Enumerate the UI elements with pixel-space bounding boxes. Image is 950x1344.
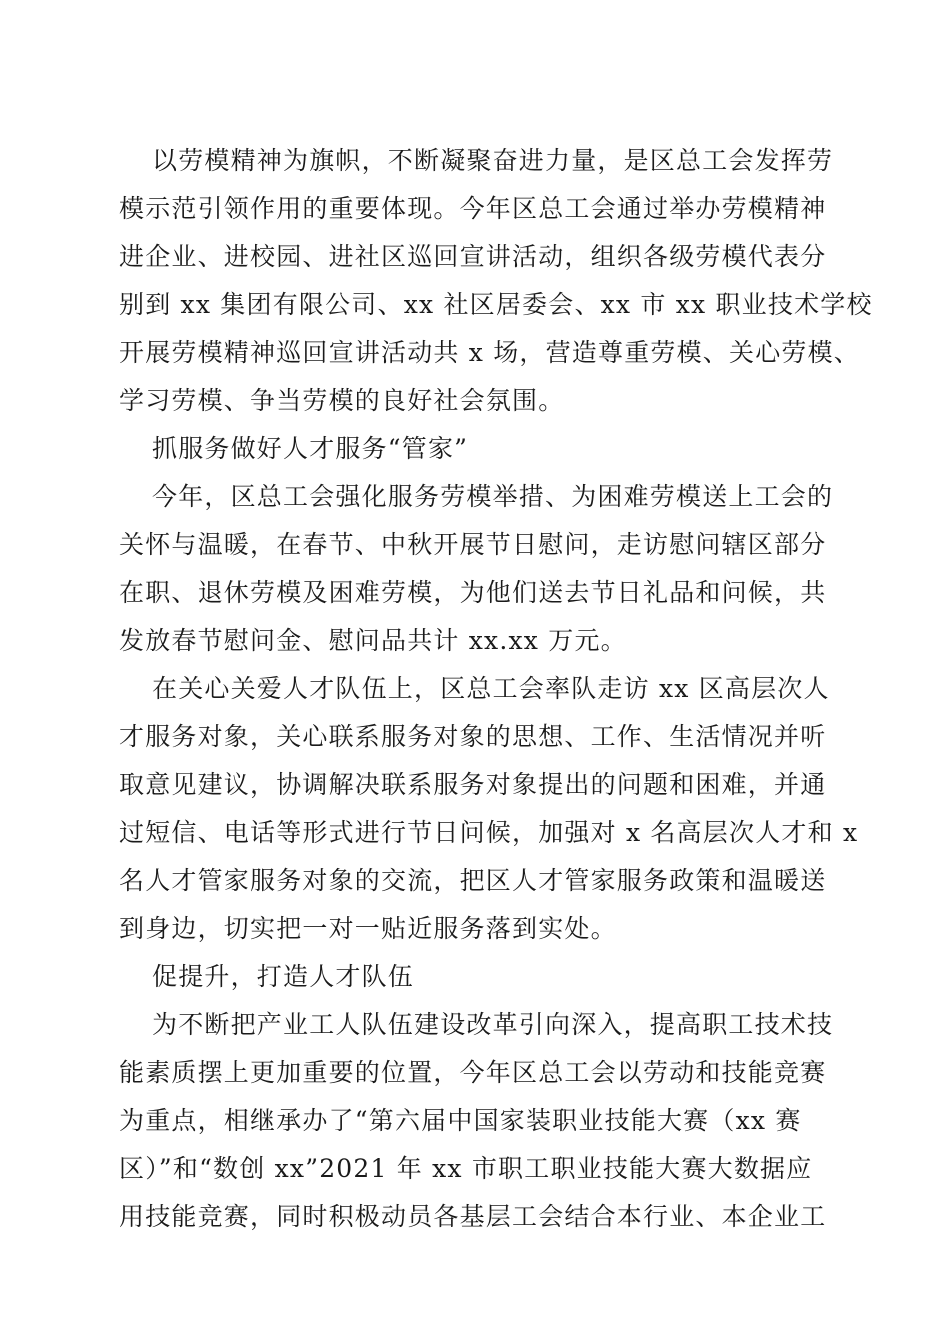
paragraph-1-line: 进企业、进校园、进社区巡回宣讲活动，组织各级劳模代表分 — [119, 242, 827, 271]
paragraph-4-line: 为重点，相继承办了“第六届中国家装职业技能大赛（xx 赛 — [119, 1106, 802, 1135]
paragraph-1-line: 模示范引领作用的重要体现。今年区总工会通过举办劳模精神 — [119, 194, 827, 223]
paragraph-2-line: 在职、退休劳模及困难劳模，为他们送去节日礼品和问候，共 — [119, 578, 827, 607]
paragraph-1-line: 别到 xx 集团有限公司、xx 社区居委会、xx 市 xx 职业技术学校 — [119, 290, 873, 319]
paragraph-1-line: 学习劳模、争当劳模的良好社会氛围。 — [119, 386, 565, 415]
paragraph-4-line: 用技能竞赛，同时积极动员各基层工会结合本行业、本企业工 — [119, 1202, 827, 1231]
paragraph-2-line: 关怀与温暖，在春节、中秋开展节日慰问，走访慰问辖区部分 — [119, 530, 827, 559]
section-heading-1: 抓服务做好人才服务“管家” — [152, 434, 469, 463]
paragraph-3-line: 才服务对象，关心联系服务对象的思想、工作、生活情况并听 — [119, 722, 827, 751]
paragraph-4-line: 能素质摆上更加重要的位置，今年区总工会以劳动和技能竞赛 — [119, 1058, 827, 1087]
paragraph-1-line: 以劳模精神为旗帜，不断凝聚奋进力量，是区总工会发挥劳 — [152, 146, 834, 175]
paragraph-3-line: 到身边，切实把一对一贴近服务落到实处。 — [119, 914, 617, 943]
paragraph-2-line: 今年，区总工会强化服务劳模举措、为困难劳模送上工会的 — [152, 482, 834, 511]
paragraph-3-line: 名人才管家服务对象的交流，把区人才管家服务政策和温暖送 — [119, 866, 827, 895]
paragraph-2-line: 发放春节慰问金、慰问品共计 xx.xx 万元。 — [119, 626, 627, 655]
paragraph-3-line: 过短信、电话等形式进行节日问候，加强对 x 名高层次人才和 x — [119, 818, 859, 847]
section-heading-2: 促提升，打造人才队伍 — [152, 962, 415, 991]
paragraph-4-line: 为不断把产业工人队伍建设改革引向深入，提高职工技术技 — [152, 1010, 834, 1039]
paragraph-1-line: 开展劳模精神巡回宣讲活动共 x 场，营造尊重劳模、关心劳模、 — [119, 338, 860, 367]
paragraph-3-line: 取意见建议，协调解决联系服务对象提出的问题和困难，并通 — [119, 770, 827, 799]
paragraph-4-line: 区）”和“数创 xx”2021 年 xx 市职工职业技能大赛大数据应 — [119, 1154, 813, 1183]
paragraph-3-line: 在关心关爱人才队伍上，区总工会率队走访 xx 区高层次人 — [152, 674, 830, 703]
